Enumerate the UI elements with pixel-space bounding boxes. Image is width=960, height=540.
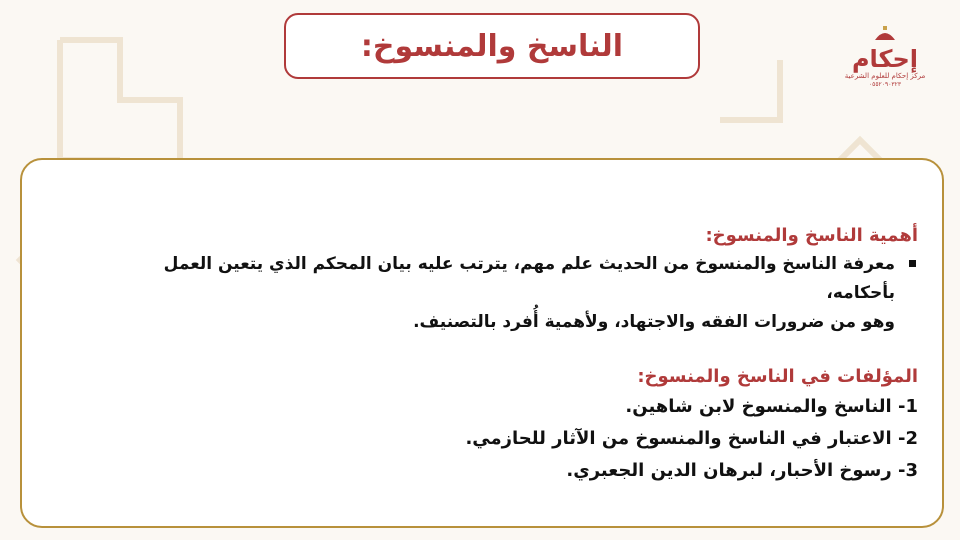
list-item: 1- الناسخ والمنسوخ لابن شاهين. [625,396,918,417]
content [92,222,918,487]
content-box [20,158,944,528]
title-box [284,13,700,79]
page-title: الناسخ والمنسوخ: [360,28,624,64]
logo-number: ٠٥٥٢٠٩٠٣٢٣ [868,81,902,88]
logo [840,26,930,92]
logo-name: إحكام [851,45,919,73]
logo-subtitle: مركز إحكام للعلوم الشرعية [844,72,926,80]
list-item: 3- رسوخ الأحبار، لبرهان الدين الجعبري. [566,460,918,481]
bullet-line-2: وهو من ضرورات الفقه والاجتهاد، ولأهمية أُفرد بالتصنيف. [413,312,895,332]
works-heading: المؤلفات في الناسخ والمنسوخ: [637,366,918,387]
bullet-line-1: معرفة الناسخ والمنسوخ من الحديث علم مهم، يترتب عليه بيان المحكم الذي يتعين العمل بأحكامه، [163,254,895,303]
importance-bullet [92,250,918,337]
mosque-dome-icon [871,26,899,40]
square-bullet-icon [909,260,916,267]
importance-heading: أهمية الناسخ والمنسوخ: [705,225,918,246]
list-item: 2- الاعتبار في الناسخ والمنسوخ من الآثار للحازمي. [465,428,918,449]
